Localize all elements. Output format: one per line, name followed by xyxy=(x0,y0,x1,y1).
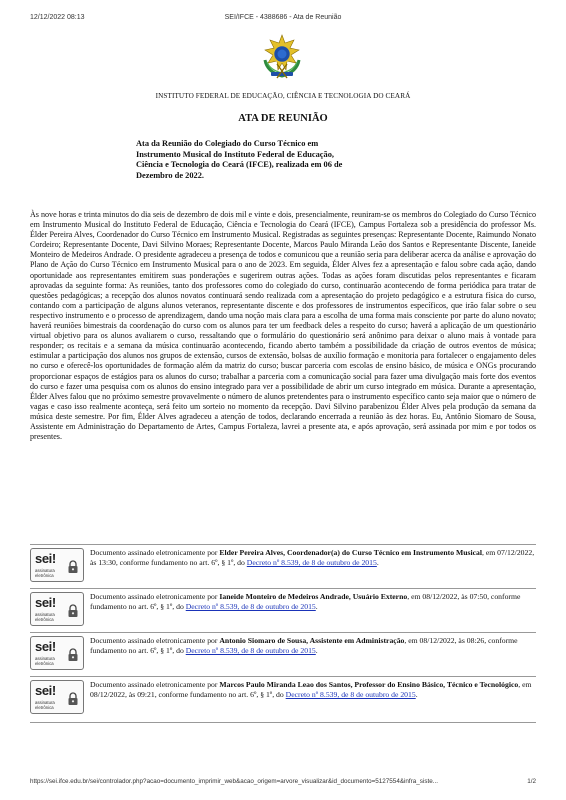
print-page-title: SEI/IFCE - 4388686 - Ata de Reunião xyxy=(224,14,342,21)
signature-divider xyxy=(30,722,536,723)
sei-logo-line1: assinatura xyxy=(35,700,55,705)
meeting-summary: Ata da Reunião do Colegiado do Curso Técnico em Instrumento Musical do Instituto Federal de Educação, Ciência e Tecnologia do Ceará (IFCE), realizada em 06 de Dezembro de 2022. xyxy=(136,139,343,180)
print-footer xyxy=(30,778,536,788)
padlock-icon xyxy=(67,692,79,706)
print-timestamp: 12/12/2022 08:13 xyxy=(30,14,85,21)
decree-link[interactable]: Decreto nº 8.539, de 8 de outubro de 2015 xyxy=(185,646,316,656)
sei-logo-line1: assinatura xyxy=(35,568,55,573)
sei-signature-logo[interactable] xyxy=(30,592,84,626)
signature-block xyxy=(30,636,536,672)
decree-link[interactable]: Decreto nº 8.539, de 8 de outubro de 2015 xyxy=(246,558,377,568)
sei-signature-logo[interactable] xyxy=(30,636,84,670)
sei-brand: sei! xyxy=(35,551,56,566)
signature-divider xyxy=(30,544,536,545)
signer-name: Ianeide Monteiro de Medeiros Andrade, Usuário Externo xyxy=(219,592,408,601)
signature-block xyxy=(30,548,536,584)
page-number: 1/2 xyxy=(527,778,536,785)
padlock-icon xyxy=(67,648,79,662)
sei-logo-line2: eletrônica xyxy=(35,705,54,710)
signature-text: Documento assinado eletronicamente por Marcos Paulo Miranda Leao dos Santos, Professor do Ensino Básico, Técnico e Tecnológico, em 08/12/2022, às 09:21, conforme fundamento no art. 6º, § 1º, do Decreto nº 8.539, de 8 de outubro de 2015. xyxy=(90,680,532,700)
sei-logo-line2: eletrônica xyxy=(35,573,54,578)
sei-logo-line1: assinatura xyxy=(35,612,55,617)
sei-signature-logo[interactable] xyxy=(30,680,84,714)
padlock-icon xyxy=(67,560,79,574)
sei-brand: sei! xyxy=(35,683,56,698)
institute-name: INSTITUTO FEDERAL DE EDUCAÇÃO, CIÊNCIA E TECNOLOGIA DO CEARÁ xyxy=(155,92,411,100)
signature-block xyxy=(30,680,536,716)
signature-divider xyxy=(30,632,536,633)
page-url: https://sei.ifce.edu.br/sei/controlador.php?acao=documento_imprimir_web&acao_origem=arvore_visualizar&id_documento=5127554&infra_siste... xyxy=(30,778,438,785)
sei-logo-line1: assinatura xyxy=(35,656,55,661)
decree-link[interactable]: Decreto nº 8.539, de 8 de outubro de 2015 xyxy=(185,602,316,612)
print-header xyxy=(30,14,536,24)
minutes-body: Às nove horas e trinta minutos do dia seis de dezembro de dois mil e vinte e dois, presencialmente, reuniram-se os membros do Colegiado do Curso Técnico em Instrumento Musical do Instituto Federal de Educação, Ciência e Tecnologia do Ceará (IFCE), Campus Fortaleza sob a presidência do professor Ms. Élder Pereira Alves, Coordenador do Curso Técnico em Instrumento Musical. Registradas as seguintes presenças: Representante Docente, Raimundo Nonato Cordeiro; Representante Docente, Davi Silvino Moraes; Representante Docente, Marcos Paulo Miranda Leão dos Santos e Representante Discente, Ianeide Monteiro de Medeiros Andrade. O presidente agradeceu a presença de todos e comunicou que a reunião seria para deliberar acerca da análise e aprovação do Plano de Ação do Curso Técnico em Instrumento Musical para o ano de 2023. Em seguida, Élder Alves fez a apresentação e falou sobre cada ação, dando oportunidade aos representantes emitirem suas ponderações e sugerirem outras ações. Todas as ações foram discutidas pelos representantes e ficaram aprovadas da seguinte forma: As reuniões, tanto dos professores como do colegiado do curso, continuarão acontecendo de forma periódica para tratar de questões pedagógicas; a recepção dos alunos novatos continuará sendo realizada com a apresentação do projeto pedagógico e a estrutura física do curso, contando com a participação de alguns alunos veteranos, representante discente e dos professores de instrumentos específicos, que irão falar sobre o seu respectivo instrumento e o processo de aprendizagem, dando uma noção mais clara para a escolha de uma forma mais consciente por parte do aluno novato; haverá reuniões bimestrais da coordenação do curso com os alunos para ter um feedback deles a respeito do curso; haverá a aplicação de um questionário virtual objetivo para os alunos avaliarem o curso, ressaltando que o formulário do questionário será anônimo para deixar o aluno mais à vontade para responder; os recitais e a semana da música continuarão acontecendo, ficando aberto também a possibilidade da criação de outros eventos de música; estimular a participação dos alunos nos grupos de extensão, cursos de extensão, bolsas de auxílio formação e monitoria para fortalecer o engajamento deles no curso e oferecê-los oportunidades de formação além da matriz do curso; buscar parceria com escolas de ensino básico, de música e ONGs procurando proporcionar espaços de estágios para os alunos do curso; trabalhar a parceria com a comunicação social para fazer uma divulgação mais forte dos eventos do curso e fazer uma pesquisa com os alunos do ensino integrado para ver a possibilidade de abrir um curso integrado em música. Durante a apresentação, Élder Alves falou que no próximo semestre provavelmente o número de alunos pretendentes para o instrumento específico canto seja maior que o número de vagas e caso isso realmente aconteça, será feito um sorteio no momento da recepção. Davi Silvino parabenizou Élder Alves pela produção da semana da música deste semestre. Por fim, Élder Alves agradeceu a atenção de todos, declarando encerrada a reunião às dez horas. Eu, Antônio Siomaro de Sousa, Assistente em Administração do Departamento de Artes, Campus Fortaleza, lavrei a presente ata, e após aprovação, será assinada por mim e por todos os presentes. xyxy=(30,210,536,442)
sei-logo-line2: eletrônica xyxy=(35,617,54,622)
brazil-coat-of-arms-icon xyxy=(259,34,305,80)
signature-text: Documento assinado eletronicamente por Elder Pereira Alves, Coordenador(a) do Curso Técnico em Instrumento Musical, em 07/12/2022, às 13:30, conforme fundamento no art. 6º, § 1º, do Decreto nº 8.539, de 8 de outubro de 2015. xyxy=(90,548,535,568)
signer-name: Elder Pereira Alves, Coordenador(a) do Curso Técnico em Instrumento Musical xyxy=(219,548,483,557)
signature-text: Documento assinado eletronicamente por Antonio Siomaro de Sousa, Assistente em Administração, em 08/12/2022, às 08:26, conforme fundamento no art. 6º, § 1º, do Decreto nº 8.539, de 8 de outubro de 2015. xyxy=(90,636,518,656)
sei-logo-line2: eletrônica xyxy=(35,661,54,666)
document-title: ATA DE REUNIÃO xyxy=(238,113,328,124)
signer-name: Marcos Paulo Miranda Leao dos Santos, Professor do Ensino Básico, Técnico e Tecnológico xyxy=(219,680,519,689)
sei-brand: sei! xyxy=(35,639,56,654)
signature-block xyxy=(30,592,536,628)
sei-signature-logo[interactable] xyxy=(30,548,84,582)
sei-brand: sei! xyxy=(35,595,56,610)
signature-divider xyxy=(30,588,536,589)
padlock-icon xyxy=(67,604,79,618)
signature-text: Documento assinado eletronicamente por Ianeide Monteiro de Medeiros Andrade, Usuário Externo, em 08/12/2022, às 07:50, conforme fundamento no art. 6º, § 1º, do Decreto nº 8.539, de 8 de outubro de 2015. xyxy=(90,592,521,612)
signer-name: Antonio Siomaro de Sousa, Assistente em Administração xyxy=(219,636,405,645)
decree-link[interactable]: Decreto nº 8.539, de 8 de outubro de 2015 xyxy=(285,690,416,700)
signature-divider xyxy=(30,676,536,677)
